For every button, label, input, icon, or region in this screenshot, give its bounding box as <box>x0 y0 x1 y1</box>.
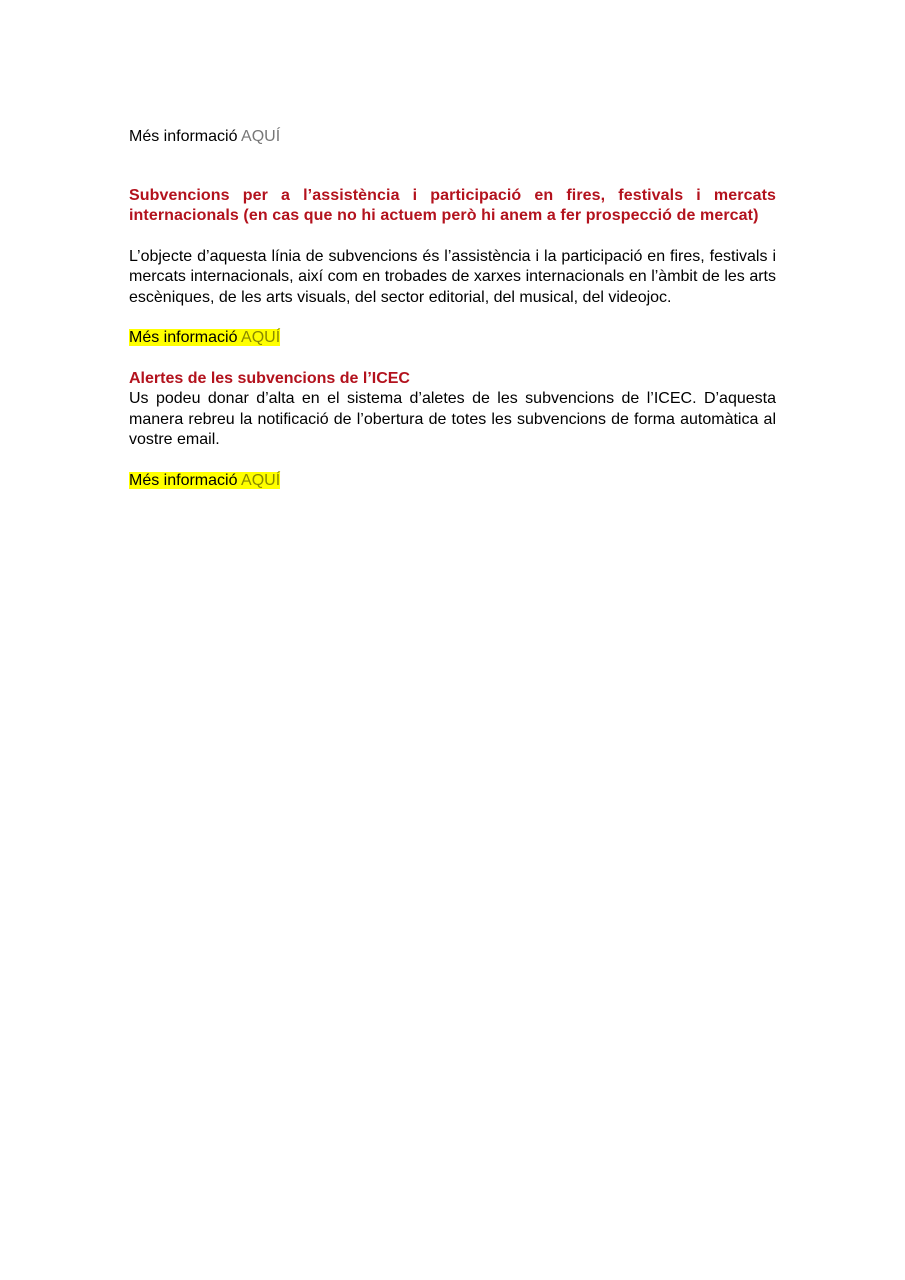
section2-more-label: Més informació <box>129 471 238 489</box>
section1-more-link[interactable]: AQUÍ <box>241 329 281 346</box>
section2-more-link[interactable]: AQUÍ <box>241 471 281 489</box>
section2-heading: Alertes de les subvencions de l’ICEC <box>129 369 410 387</box>
intro-more-info <box>129 127 776 148</box>
intro-more-link[interactable]: AQUÍ <box>241 128 281 145</box>
section1-more-info <box>129 328 776 349</box>
document-page <box>129 127 776 491</box>
section2-more-info <box>129 471 776 492</box>
section2-body: Us podeu donar d’alta en el sistema d’aletes de les subvencions de l’ICEC. D’aquesta manera rebreu la notificació de l’obertura de totes les subvencions de forma automàtica al vostre email. <box>129 390 776 448</box>
intro-more-label: Més informació <box>129 128 238 145</box>
section1-more-label: Més informació <box>129 329 238 346</box>
section1-heading: Subvencions per a l’assistència i participació en fires, festivals i mercats internacionals (en cas que no hi actuem però hi anem a fer prospecció de mercat) <box>129 186 776 224</box>
section1-body: L’objecte d’aquesta línia de subvencions és l’assistència i la participació en fires, festivals i mercats internacionals, així com en trobades de xarxes internacionals en l’àmbit de les arts escèniques, de les arts visuals, del sector editorial, del musical, del videojoc. <box>129 247 776 306</box>
